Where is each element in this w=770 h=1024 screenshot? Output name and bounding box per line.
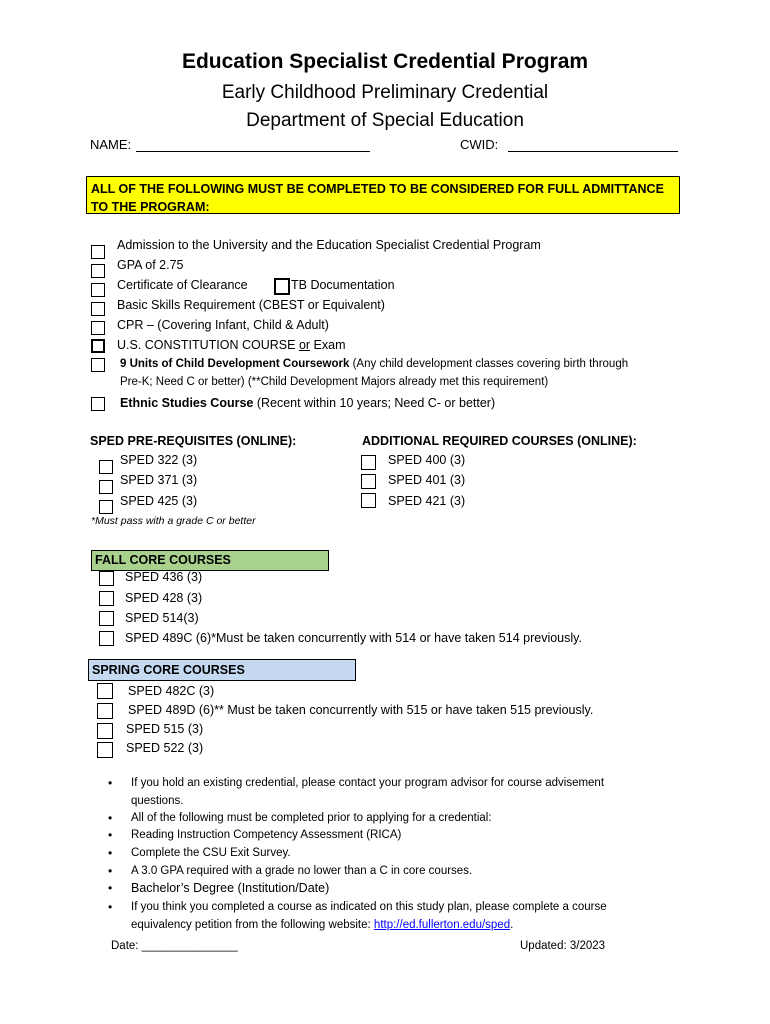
sped-421-checkbox[interactable] [361,493,376,508]
sped-436-label: SPED 436 (3) [125,570,203,584]
note-bullet: • [108,846,113,860]
prereq-note: *Must pass with a grade C or better [91,515,256,527]
sped-514-label: SPED 514(3) [125,611,199,625]
cwid-field[interactable] [508,151,678,152]
note-bachelors: Bachelor’s Degree (Institution/Date) [131,881,330,895]
sped-425-checkbox[interactable] [99,500,113,514]
sped-482c-label: SPED 482C (3) [128,684,215,698]
note-gpa: A 3.0 GPA required with a grade no lower than a C in core courses. [131,865,473,877]
date-field[interactable]: Date: _______________ [111,940,238,952]
sped-489d-checkbox[interactable] [97,703,113,719]
page-subtitle-department: Department of Special Education [246,110,524,131]
sped-515-label: SPED 515 (3) [126,722,204,736]
child-dev-note: Pre-K; Need C or better) (**Child Development Majors already met this requirement) [120,376,549,388]
admission-label: Admission to the University and the Education Specialist Credential Program [117,238,541,252]
updated-date: Updated: 3/2023 [520,940,606,952]
name-label: NAME: [90,137,132,152]
note-rica: Reading Instruction Competency Assessment (RICA) [131,829,402,841]
note-bullet: • [108,881,113,895]
note-bullet: • [108,776,113,790]
sped-322-checkbox[interactable] [99,460,113,474]
gpa-label: GPA of 2.75 [117,258,184,272]
sped-436-checkbox[interactable] [99,571,114,586]
sped-401-label: SPED 401 (3) [388,473,466,487]
basic-skills-label: Basic Skills Requirement (CBEST or Equivalent) [117,298,385,312]
name-field[interactable] [136,151,370,152]
constitution-or: or [298,338,311,352]
page-subtitle-credential: Early Childhood Preliminary Credential [221,82,549,103]
clearance-checkbox[interactable] [91,283,105,297]
prereq-header: SPED PRE-REQUISITES (ONLINE): [90,434,297,448]
note-bullet: • [108,828,113,842]
note-equivalency-cont [131,919,513,931]
ethnic-studies-checkbox[interactable] [91,397,105,411]
admission-checkbox[interactable] [91,245,105,259]
sped-428-checkbox[interactable] [99,591,114,606]
note-equivalency-text: equivalency petition from the following website: [131,919,371,931]
sped-425-label: SPED 425 (3) [120,494,198,508]
banner-line-1: ALL OF THE FOLLOWING MUST BE COMPLETED TO BE CONSIDERED FOR FULL ADMITTANCE [91,182,664,196]
child-dev-title: 9 Units of Child Development Coursework [120,358,350,370]
banner-line-2: TO THE PROGRAM: [91,200,210,214]
constitution-text: U.S. CONSTITUTION COURSE [117,338,299,352]
admittance-banner [86,176,680,214]
sped-400-label: SPED 400 (3) [388,453,466,467]
note-equivalency-end: . [510,919,514,931]
constitution-checkbox[interactable] [91,339,105,353]
sped-515-checkbox[interactable] [97,723,113,739]
note-exit-survey: Complete the CSU Exit Survey. [131,847,291,859]
fall-core-header: FALL CORE COURSES [91,550,329,571]
ethnic-studies-detail: (Recent within 10 years; Need C- or better) [253,396,496,410]
note-bullet: • [108,900,113,914]
note-existing-credential: If you hold an existing credential, please contact your program advisor for course advisement [131,777,605,789]
sped-489c-checkbox[interactable] [99,631,114,646]
sped-482c-checkbox[interactable] [97,683,113,699]
basic-skills-checkbox[interactable] [91,302,105,316]
sped-401-checkbox[interactable] [361,474,376,489]
ethnic-studies-label [120,396,495,410]
sped-400-checkbox[interactable] [361,455,376,470]
constitution-label [117,338,346,352]
clearance-label: Certificate of Clearance [117,278,248,292]
note-bullet: • [108,864,113,878]
sped-489d-label: SPED 489D (6)** Must be taken concurrently with 515 or have taken 515 previously. [128,703,594,717]
cpr-checkbox[interactable] [91,321,105,335]
note-bullet: • [108,811,113,825]
additional-header: ADDITIONAL REQUIRED COURSES (ONLINE): [362,434,637,448]
sped-322-label: SPED 322 (3) [120,453,198,467]
sped-371-label: SPED 371 (3) [120,473,198,487]
child-dev-checkbox[interactable] [91,358,105,372]
sped-371-checkbox[interactable] [99,480,113,494]
cpr-label: CPR – (Covering Infant, Child & Adult) [117,318,329,332]
sped-522-label: SPED 522 (3) [126,741,204,755]
sped-489c-label: SPED 489C (6)*Must be taken concurrently with 514 or have taken 514 previously. [125,631,582,645]
sped-428-label: SPED 428 (3) [125,591,203,605]
note-existing-credential-cont: questions. [131,795,184,807]
tb-label: TB Documentation [291,278,395,292]
page-title: Education Specialist Credential Program [181,50,589,73]
sped-514-checkbox[interactable] [99,611,114,626]
tb-checkbox[interactable] [274,278,290,295]
child-dev-label [120,358,628,370]
sped-website-link[interactable]: http://ed.fullerton.edu/sped [373,919,511,931]
note-prior-to-applying: All of the following must be completed prior to applying for a credential: [131,812,492,824]
child-dev-detail: (Any child development classes covering birth through [349,358,629,370]
constitution-exam: Exam [310,338,346,352]
sped-421-label: SPED 421 (3) [388,494,466,508]
note-equivalency: If you think you completed a course as indicated on this study plan, please complete a course [131,901,607,913]
sped-522-checkbox[interactable] [97,742,113,758]
ethnic-studies-title: Ethnic Studies Course [120,396,254,410]
cwid-label: CWID: [460,137,499,152]
spring-core-header: SPRING CORE COURSES [88,659,356,681]
gpa-checkbox[interactable] [91,264,105,278]
